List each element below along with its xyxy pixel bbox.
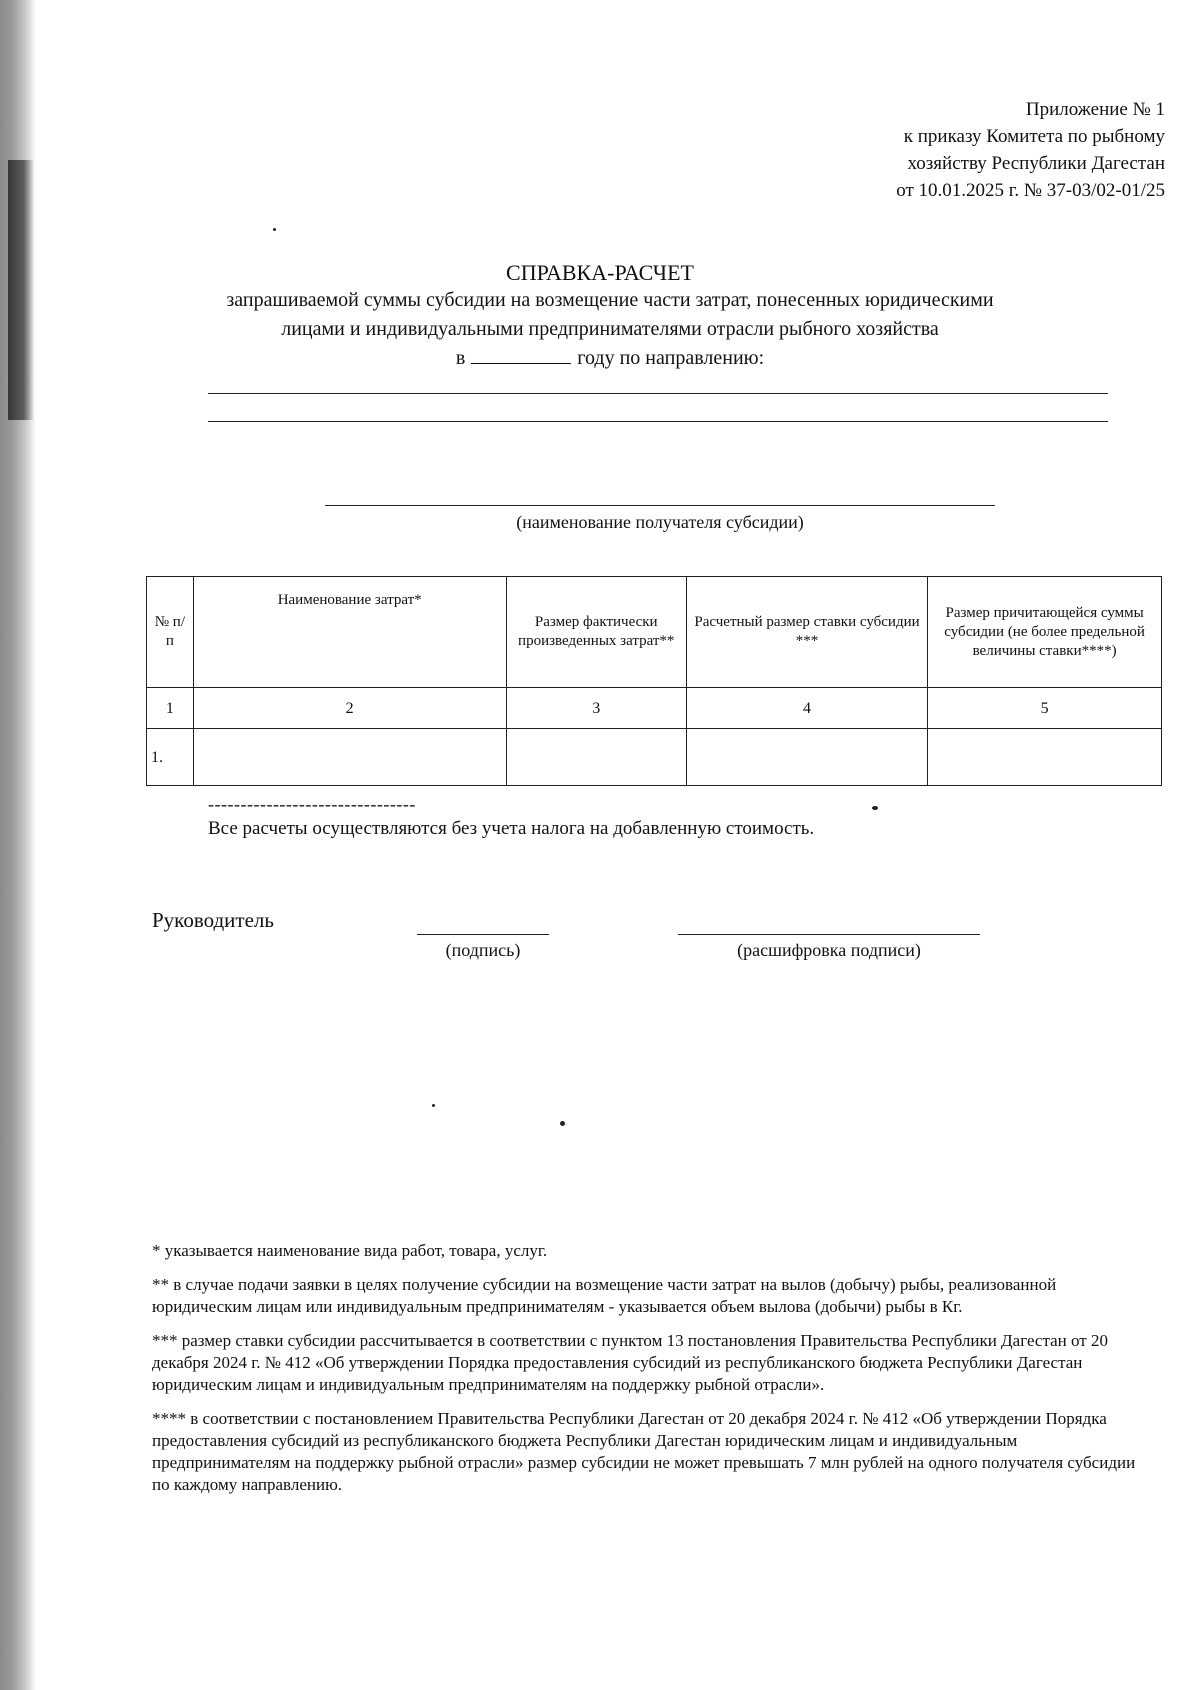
recipient-label: (наименование получателя субсидии) (516, 512, 804, 532)
header-rate: Расчетный размер ставки субсидии *** (686, 577, 927, 688)
subtitle-line-1: запрашиваемой суммы субсидии на возмещение части затрат, понесенных юридическими (226, 289, 994, 311)
column-number: 4 (686, 688, 927, 729)
row-rate-cell[interactable] (686, 729, 927, 786)
footnote-separator: -------------------------------- (208, 794, 416, 814)
direction-blank-line-2[interactable] (208, 421, 1108, 422)
calculation-table (146, 576, 1162, 786)
subtitle-line-3 (150, 344, 1070, 373)
scan-speck (273, 228, 276, 231)
column-number: 2 (193, 688, 506, 729)
footnote-2: ** в случае подачи заявки в целях получение субсидии на возмещение части затрат на вылов (добычу) рыбы, реализованной юридическим лицам или индивидуальным предпринимателям - указывается объем вылова (добычи) рыбы в Кг. (152, 1275, 1057, 1316)
row-amount-cell[interactable] (928, 729, 1162, 786)
header-subsidy-amount: Размер причитающейся суммы субсидии (не более предельной величины ставки****) (928, 577, 1162, 688)
footnote-3: *** размер ставки субсидии рассчитывается в соответствии с пунктом 13 постановления Правительства Республики Дагестан от 20 декабря 2024 г. № 412 «Об утверждении Порядка предоставления субсидий из республиканского бюджета Республики Дагестан юридическим лицам и индивидуальным предпринимателям на поддержку рыбной отрасли». (152, 1331, 1108, 1394)
vat-note: Все расчеты осуществляются без учета налога на добавленную стоимость. (208, 818, 815, 839)
row-cost-name-cell[interactable] (193, 729, 506, 786)
signature-caption: (подпись) (445, 940, 521, 960)
year-prefix: в (455, 347, 466, 369)
scan-speck (872, 806, 878, 810)
signature-block (152, 908, 1152, 968)
footnote-4: **** в соответствии с постановлением Правительства Республики Дагестан от 20 декабря 2024 г. № 412 «Об утверждении Порядка предоставления субсидий из республиканского бюджета Республики Дагестан юридическим лицам и индивидуальным предпринимателям на поддержку рыбной отрасли» размер субсидии не может превышать 7 млн рублей на одного получателя субсидии по каждому направлению. (152, 1409, 1136, 1494)
column-number: 1 (147, 688, 194, 729)
annex-line-1: Приложение № 1 (1025, 99, 1165, 120)
direction-blank-line-1[interactable] (208, 393, 1108, 394)
header-actual-costs: Размер фактически произведенных затрат** (506, 577, 686, 688)
year-blank-field[interactable] (471, 345, 571, 364)
signature-line[interactable] (417, 934, 549, 935)
header-cost-name: Наименование затрат* (193, 577, 506, 688)
head-label: Руководитель (152, 908, 274, 932)
column-number: 5 (928, 688, 1162, 729)
annex-line-4: от 10.01.2025 г. № 37-03/02-01/25 (896, 180, 1165, 201)
document-subtitle (150, 286, 1070, 373)
annex-line-3: хозяйству Республики Дагестан (907, 153, 1165, 174)
table-row (147, 729, 1162, 786)
row-num-cell: 1. (147, 729, 194, 786)
signature-decode-line[interactable] (678, 934, 980, 935)
row-actual-costs-cell[interactable] (506, 729, 686, 786)
document-title: СПРАВКА-РАСЧЕТ (506, 260, 694, 285)
footnote-1: * указывается наименование вида работ, товара, услуг. (152, 1241, 548, 1260)
subtitle-line-2: лицами и индивидуальными предпринимателями отрасли рыбного хозяйства (281, 318, 939, 340)
annex-line-2: к приказу Комитета по рыбному (903, 126, 1165, 147)
column-number: 3 (506, 688, 686, 729)
signature-decode-caption: (расшифровка подписи) (737, 940, 921, 960)
scan-speck (432, 1104, 435, 1107)
scan-speck (560, 1121, 565, 1126)
footnotes (152, 1240, 1152, 1508)
annex-reference (896, 96, 1165, 204)
table-header-row (147, 577, 1162, 688)
recipient-blank-line[interactable] (325, 505, 995, 506)
scan-edge-artifact (8, 160, 34, 420)
year-suffix: году по направлению: (577, 347, 765, 369)
header-num: № п/п (147, 577, 194, 688)
table-column-numbers-row (147, 688, 1162, 729)
